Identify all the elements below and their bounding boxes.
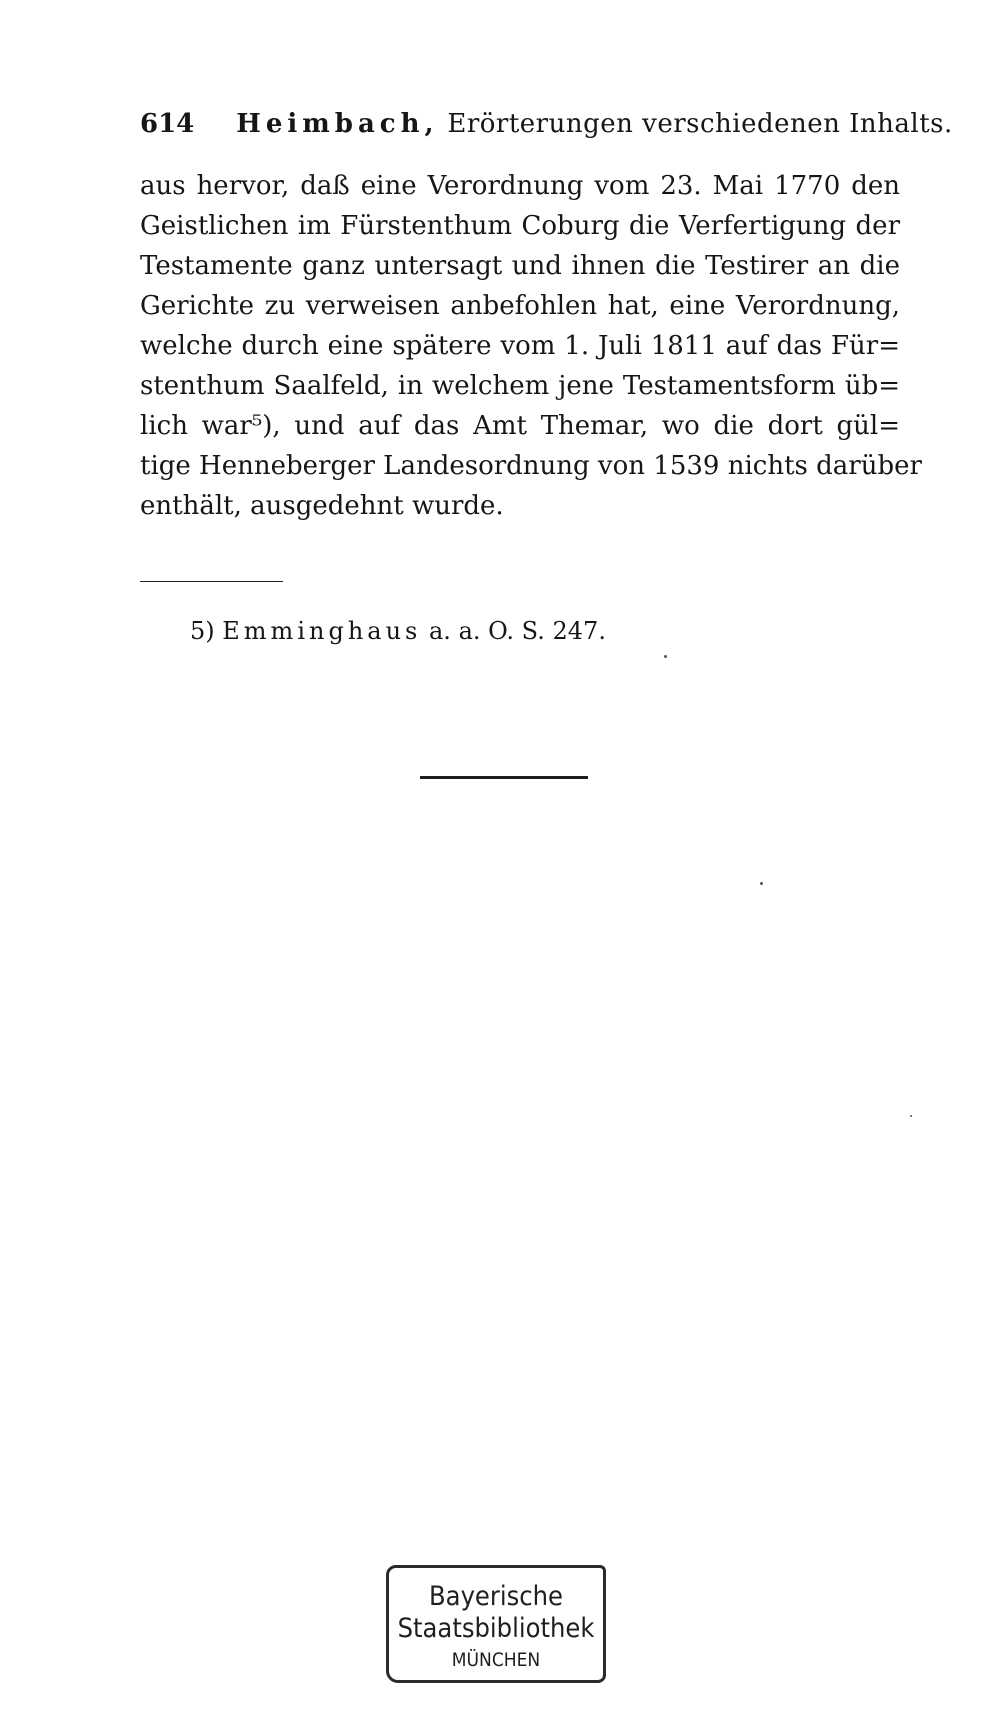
page-number: 614 [140,109,195,139]
body-line: Testamente ganz untersagt und ihnen die Testirer an die [140,251,900,281]
footnote [190,612,790,650]
footnote-marker: 5) [190,617,215,645]
body-line: lich war⁵), und auf das Amt Themar, wo die dort gül= [140,411,900,441]
page-header [140,104,953,144]
footnote-divider [140,581,283,582]
body-line: Geistlichen im Fürstenthum Coburg die Verfertigung der [140,211,900,241]
scan-speck [664,655,667,658]
library-stamp [386,1565,606,1683]
running-title [236,109,953,139]
scan-speck [910,1115,912,1117]
body-text [140,166,922,526]
stamp-line-3: MÜNCHEN [451,1649,541,1671]
running-title-author: Heimbach, [236,109,439,139]
body-line: Gerichte zu verweisen anbefohlen hat, eine Verordnung, [140,291,900,321]
body-line: aus hervor, daß eine Verordnung vom 23. Mai 1770 den [140,171,900,201]
footnote-reference: a. a. O. S. 247. [429,617,606,645]
running-title-text: Erörterungen verschiedenen Inhalts. [447,109,953,139]
body-line: welche durch eine spätere vom 1. Juli 1811 auf das Für= [140,331,900,361]
footnote-author: Emminghaus [222,617,422,645]
stamp-line-1: Bayerische [429,1581,563,1612]
body-line-last: enthält, ausgedehnt wurde. [140,491,504,521]
end-rule [420,776,588,779]
stamp-line-2: Staatsbibliothek [397,1613,595,1644]
body-line: stenthum Saalfeld, in welchem jene Testamentsform üb= [140,371,900,401]
scan-speck [760,882,763,885]
body-line: tige Henneberger Landesordnung von 1539 nichts darüber [140,451,922,481]
